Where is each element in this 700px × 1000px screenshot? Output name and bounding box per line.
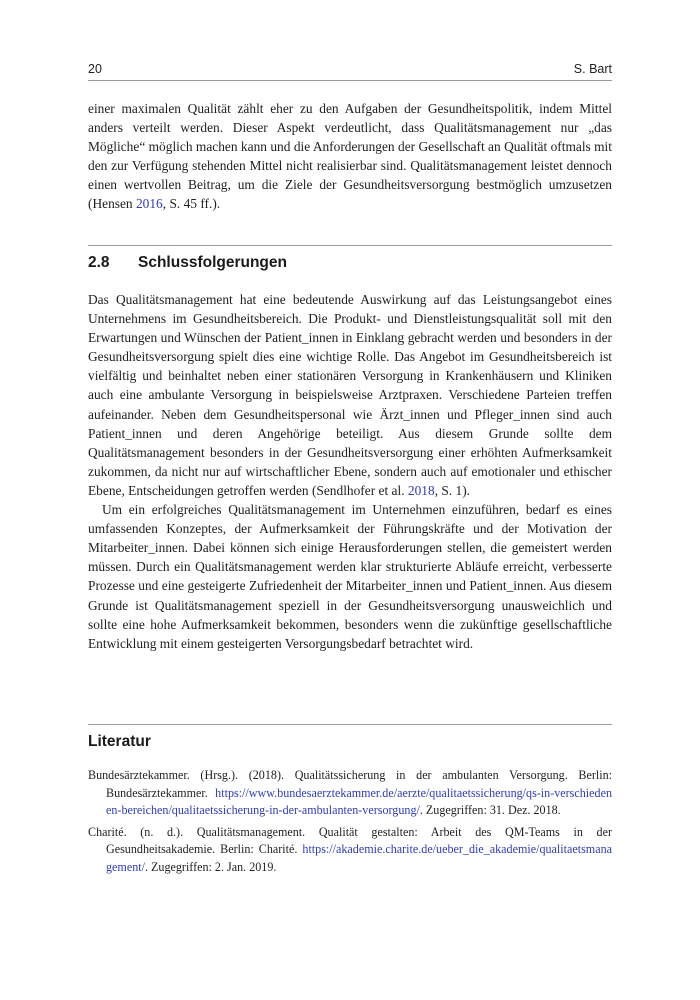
conclusion-body [88,290,612,653]
section-rule [88,245,612,246]
running-author: S. Bart [573,62,612,76]
section-title: Schlussfolgerungen [138,254,287,271]
page-number: 20 [88,62,102,76]
intro-text-end: , S. 45 ff.). [162,196,221,212]
conclusion-paragraph-2: Um ein erfolgreiches Qualitätsmanagement im Unternehmen einzuführen, bedarf es eines umfassenden Konzeptes, der Aufmerksamkeit der Führungskräfte und der Motivation der Mitarbeiter_innen. Dabei können sich einige Herausforderungen stellen, die gemeistert werden müssen. Durch ein Qualitätsmanagement werden klar strukturierte Abläufe erreicht, verbesserte Prozesse und eine gesteigerte Zufriedenheit der Mitarbeiter_innen und Patient_innen. Aus diesem Grunde ist Qualitätsmanagement speziell in der Gesundheitsversorgung unausweichlich und sollte eine hohe Aufmerksamkeit bekommen, besonders wenn die zukünftige gesellschaftliche Entwicklung mit einem gesteigerten Versorgungsbedarf betrachtet wird. [88,502,612,651]
section-number: 2.8 [88,254,110,271]
citation-link-sendlhofer-2018[interactable]: 2018 [407,482,435,498]
reference-item: Charité. (n. d.). Qualitätsmanagement. Qualität gestalten: Arbeit des QM-Teams in der Gesundheitsakademie. Berlin: Charité. https://akademie.charite.de/ueber_die_akademie/qualitaetsmanagement/. Zugegriffen: 2. Jan. 2019. [88,824,612,874]
conclusion-paragraph-1: Das Qualitätsmanagement hat eine bedeutende Auswirkung auf das Leistungsangebot eines Unternehmens im Gesundheitsbereich. Die Produkt- und Dienstleistungsqualität soll mit den Erwartungen und Wünschen der Patient_innen in Einklang gebracht werden und besonders in der Gesundheitsversorgung spielt dies eine wichtige Rolle. Das Angebot im Gesundheitsbereich ist vielfältig und beinhaltet neben einer stationären Versorgung in Krankenhäusern und Kliniken auch eine ambulante Versorgung in beispielsweise Arztpraxen. Verschiedene Parteien treffen aufeinander. Neben dem Gesundheitspersonal wie Ärzt_innen und Pfleger_innen sind auch Patient_innen und deren Angehörige beteiligt. Aus diesem Grunde sollte dem Qualitätsmanagement besonders in der Gesundheitsversorgung einer erhöhten Aufmerksamkeit zukommen, da nicht nur auf wirtschaftlicher Ebene, sondern auch auf emotionaler und ethischer Ebene, Entscheidungen getroffen werden (Sendlhofer et al. 2018, S. 1). [88,292,612,498]
intro-text: einer maximalen Qualität zählt eher zu den Aufgaben der Gesundheitspolitik, indem Mittel anders verteilt werden. Dieser Aspekt verdeutlicht, dass Qualitätsmanagement nur „das Mögliche“ möglich machen kann und die Anforderungen der Gesellschaft an Qualität oftmals mit den zur Verfügung stehenden Mittel nicht realisierbar sind. Qualitätsmanagement leistet dennoch einen wertvollen Beitrag, um die Ziele der Gesundheitsversorgung bestmöglich umzusetzen (Hensen [88,101,612,212]
reference-url-link[interactable]: https://akademie.charite.de/ueber_die_akademie/qualitaetsmanagement/ [106,842,612,874]
literature-heading: Literatur [88,733,151,750]
running-header [88,59,612,79]
section-heading [88,254,612,272]
literature-rule [88,724,612,725]
intro-paragraph [88,99,612,214]
reference-item: Bundesärztekammer. (Hrsg.). (2018). Qualitätssicherung in der ambulanten Versorgung. Berlin: Bundesärztekammer. https://www.bundesaerztekammer.de/aerzte/qualitaetssicherung/qs-in-verschiedenen-bereichen/qualitaetssicherung-in-der-ambulanten-versorgung/. Zugegriffen: 31. Dez. 2018. [88,768,612,818]
reference-list [88,767,612,881]
header-rule [88,80,612,81]
citation-link-hensen-2016[interactable]: 2016 [135,196,163,212]
reference-url-link[interactable]: https://www.bundesaerztekammer.de/aerzte/qualitaetssicherung/qs-in-verschiedenen-bereichen/qualitaetssicherung-in-der-ambulanten-versorgung/ [106,785,612,818]
